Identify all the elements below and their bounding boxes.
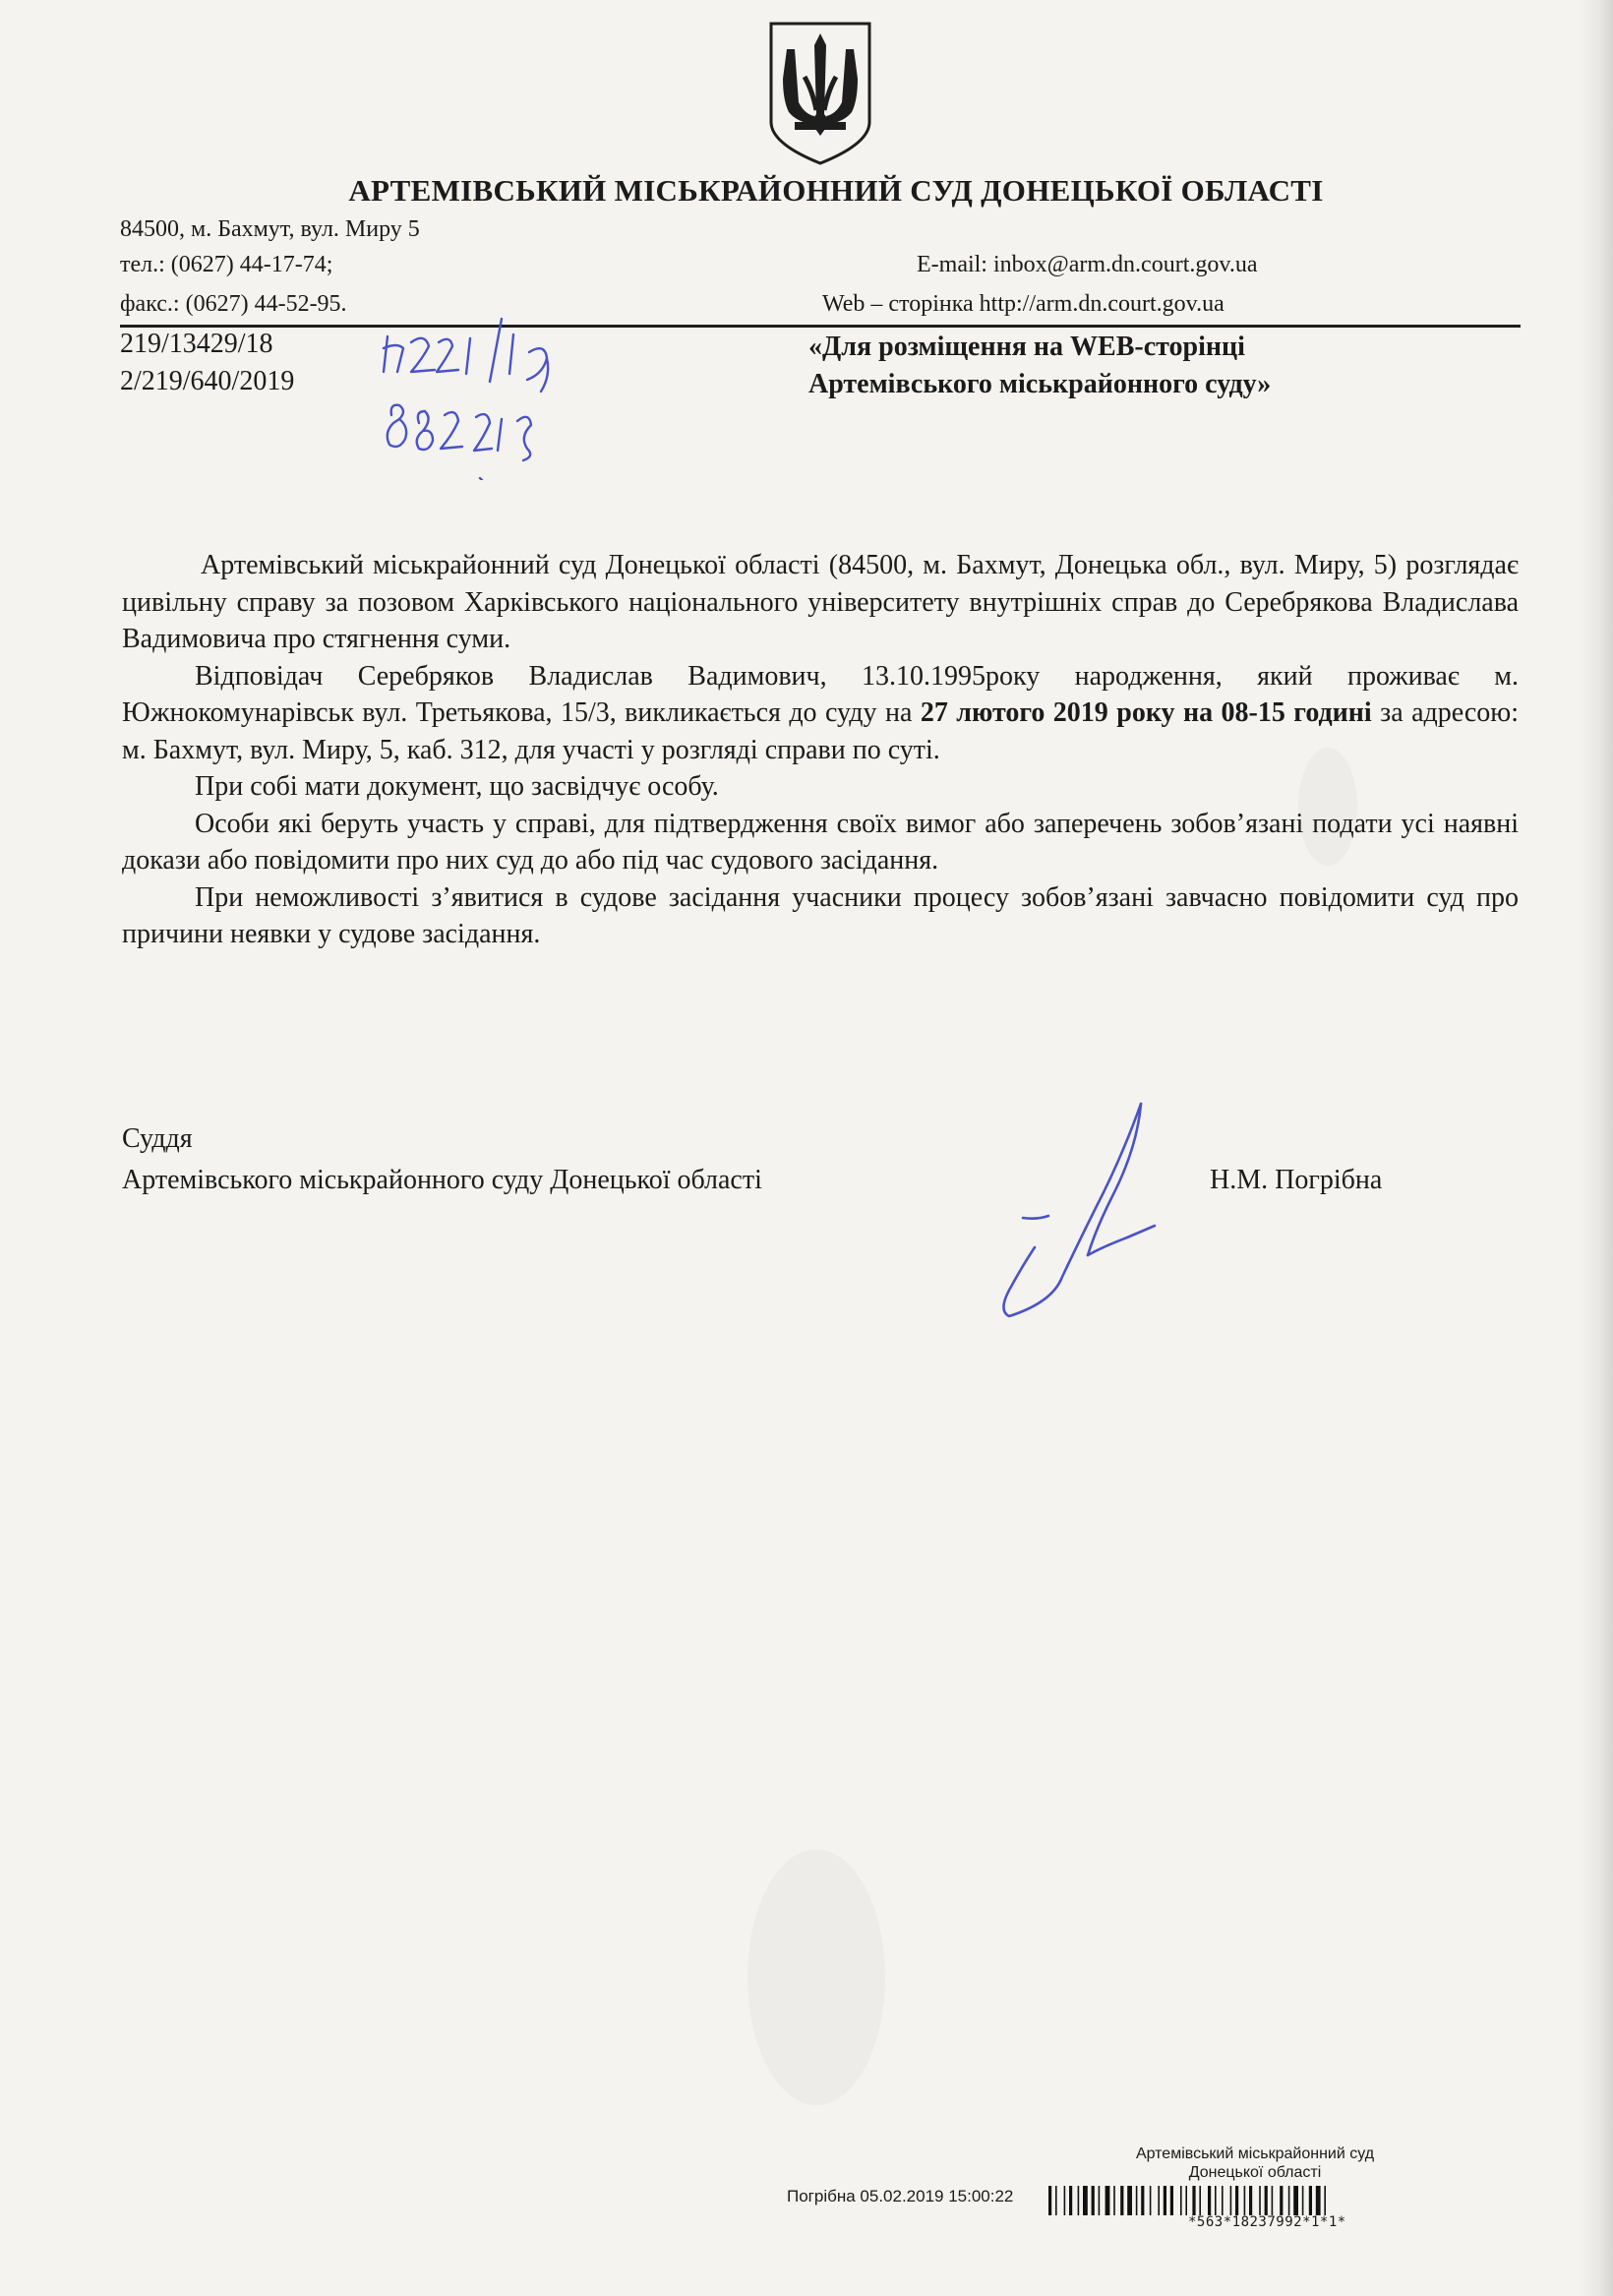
web-publication-note [808,329,1271,403]
barcode-bar [1136,2186,1138,2215]
court-address: 84500, м. Бахмут, вул. Миру 5 [120,216,420,242]
paragraph-summons [122,658,1519,769]
court-fax: факс.: (0627) 44-52-95. [120,291,347,317]
web-note-line-1: «Для розміщення на WEB-сторінці [808,332,1245,362]
barcode-bar [1083,2186,1088,2215]
barcode-bar [1215,2186,1217,2215]
case-number: 219/13429/18 [120,329,273,359]
barcode-bar [1055,2186,1057,2215]
barcode-bar [1199,2186,1201,2215]
barcode-bar [1170,2186,1173,2215]
hearing-date-time: 27 лютого 2019 року на 08-15 годині [920,697,1372,728]
paragraph-identity-document: При собі мати документ, що засвідчує особу. [195,771,719,802]
header-divider [120,325,1521,328]
judge-signature [993,1100,1180,1321]
e-stamp-court-line-2: Донецької області [1188,2164,1322,2181]
ukraine-trident-icon [765,20,875,167]
barcode-bar [1235,2186,1238,2215]
e-signature-info: Погрібна 05.02.2019 15:00:22 [787,2187,1014,2205]
barcode-bar [1293,2186,1298,2215]
barcode-bar [1185,2186,1187,2215]
barcode-bar [1150,2186,1152,2215]
barcode-bar [1069,2186,1072,2215]
barcode-bar [1244,2186,1246,2215]
barcode-bar [1280,2186,1283,2215]
barcode-bar [1272,2186,1274,2215]
barcode-bar [1099,2186,1101,2215]
barcode-bar [1141,2186,1144,2215]
summons-text-start: Відповідач Серебряков Владислав Вадимович, 13.10.1995року народження, який проживає м. Южнокомунарівськ вул. Третьякова, 15/3, викликається до суду на [122,660,1519,728]
barcode-bar [1180,2186,1182,2215]
scan-smudge [747,1849,885,2105]
court-name: АРТЕМІВСЬКИЙ МІСЬКРАЙОННИЙ СУД ДОНЕЦЬКОЇ ОБЛАСТІ [348,173,1324,208]
barcode-bar [1249,2186,1252,2215]
barcode-bar [1302,2186,1304,2215]
barcode-bar [1222,2186,1224,2215]
barcode-bar [1127,2186,1132,2215]
barcode-bar [1164,2186,1166,2215]
barcode-bar [1105,2186,1110,2215]
paragraph-case-description: Артемівський міськрайонний суд Донецької області (84500, м. Бахмут, Донецька обл., вул. Миру, 5) розглядає цивільну справу за позовом Харківського національного університету внутрішніх справ до Серебрякова Владислава Вадимовича про стягнення суми. [122,550,1519,654]
paragraph-absence-notice: При неможливості з’явитися в судове засідання учасники процесу зобов’язані завчасно повідомити суд про причини неявки у судове засідання. [122,881,1519,949]
barcode-bar [1158,2186,1160,2215]
barcode-bar [1309,2186,1312,2215]
court-website: Web – сторінка http://arm.dn.court.gov.ua [822,291,1225,317]
barcode-bar [1259,2186,1261,2215]
e-stamp-court [1098,2145,1412,2182]
barcode-bar [1316,2186,1321,2215]
barcode-bar [1120,2186,1123,2215]
barcode-bar [1192,2186,1195,2215]
barcode-bar [1113,2186,1115,2215]
e-stamp-court-line-1: Артемівський міськрайонний суд [1135,2145,1375,2162]
summons-body [122,547,1519,953]
handwritten-registration-note [354,313,590,480]
barcode-bar [1048,2186,1051,2215]
proceeding-number: 2/219/640/2019 [120,366,295,396]
barcode-bar [1288,2186,1290,2215]
barcode-bar [1324,2186,1326,2215]
barcode-bar [1092,2186,1095,2215]
signer-title: Суддя [122,1123,193,1154]
barcode-number: *563*18237992*1*1* [1188,2214,1346,2230]
summons-text-end: за адресою: м. Бахмут, вул. Миру, 5, каб. 312, для участі у розгляді справи по суті. [122,697,1519,765]
scan-edge-shadow [1578,0,1613,2296]
barcode-bar [1064,2186,1066,2215]
court-email: E-mail: inbox@arm.dn.court.gov.ua [917,252,1258,277]
document-barcode [1045,2186,1526,2215]
paragraph-evidence: Особи які беруть участь у справі, для підтвердження своїх вимог або заперечень зобов’язані подати усі наявні докази або повідомити про них суд до або під час судового засідання. [122,808,1519,876]
barcode-bar [1078,2186,1080,2215]
court-phone: тел.: (0627) 44-17-74; [120,252,333,277]
barcode-bar [1265,2186,1268,2215]
web-note-line-2: Артемівського міськрайонного суду» [808,369,1272,399]
signer-court: Артемівського міськрайонного суду Донецької області [122,1165,762,1195]
signer-name: Н.М. Погрібна [1210,1165,1383,1195]
barcode-bar [1230,2186,1232,2215]
barcode-bar [1208,2186,1211,2215]
